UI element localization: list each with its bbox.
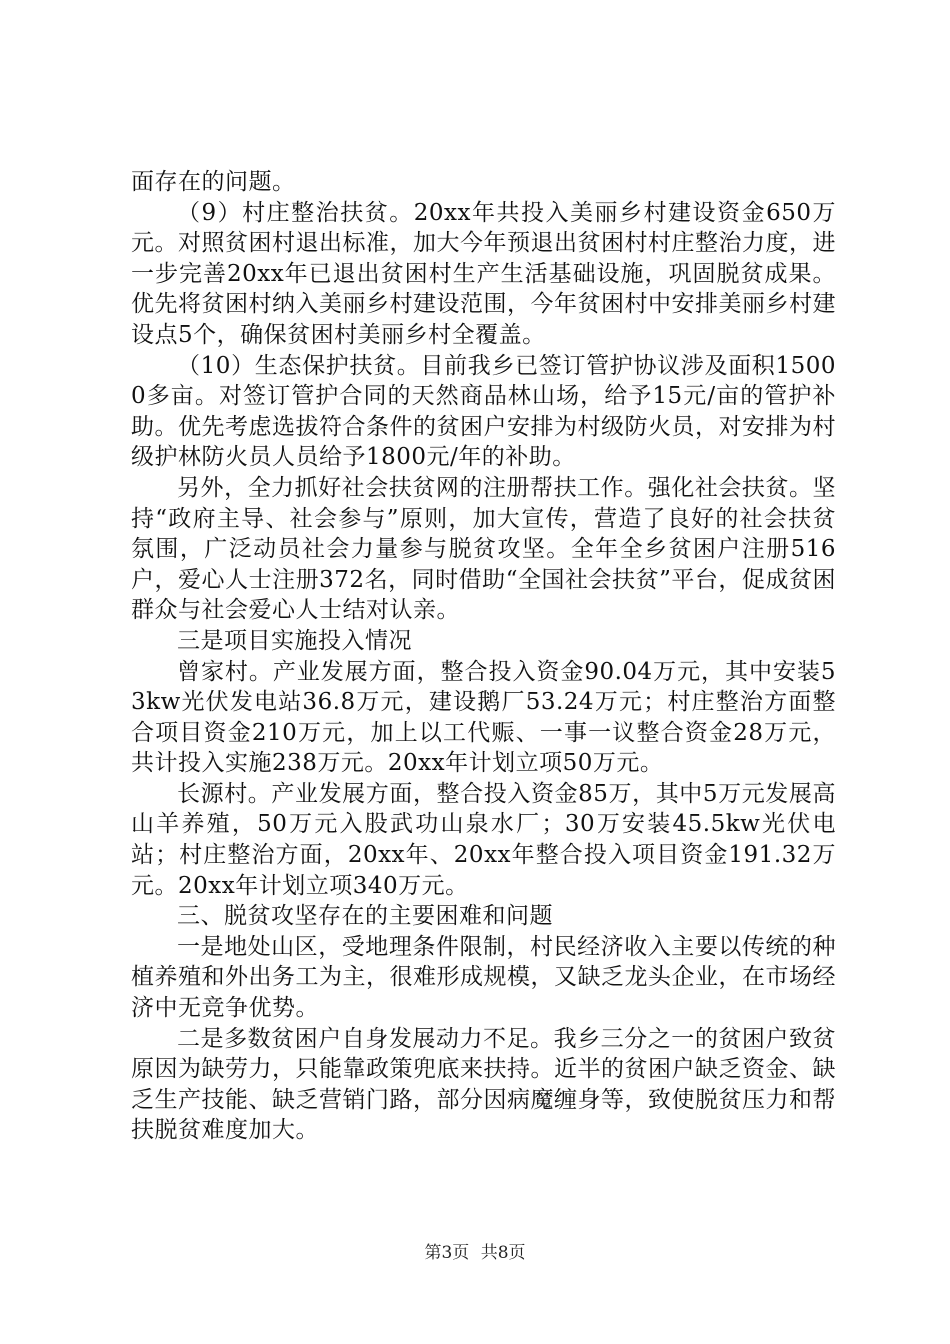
page-number: 第3页 (424, 1243, 470, 1263)
section-heading: 三是项目实施投入情况 (177, 627, 412, 654)
paragraph: 二是多数贫困户自身发展动力不足。我乡三分之一的贫困户致贫原因为缺劳力，只能靠政策兜底来扶持。近半的贫困户缺乏资金、缺乏生产技能、缺乏营销门路，部分因病魔缠身等，致使脱贫压力和帮扶脱贫难度加大。 (131, 1025, 836, 1144)
paragraph: 长源村。产业发展方面，整合投入资金85万，其中5万元发展高山羊养殖，50万元入股武功山泉水厂；30万安装45.5kw光伏电站；村庄整治方面，20xx年、20xx年整合投入项目资金191.32万元。20xx年计划立项340万元。 (131, 780, 836, 899)
paragraph: （9）村庄整治扶贫。20xx年共投入美丽乡村建设资金650万元。对照贫困村退出标准，加大今年预退出贫困村村庄整治力度，进一步完善20xx年已退出贫困村生产生活基础设施，巩固脱贫成果。优先将贫困村纳入美丽乡村建设范围，今年贫困村中安排美丽乡村建设点5个，确保贫困村美丽乡村全覆盖。 (131, 199, 836, 348)
paragraph: 曾家村。产业发展方面，整合投入资金90.04万元，其中安装53kw光伏发电站36.8万元，建设鹅厂53.24万元；村庄整治方面整合项目资金210万元，加上以工代赈、一事一议整合资金28万元，共计投入实施238万元。20xx年计划立项50万元。 (131, 658, 836, 777)
page-total: 共8页 (480, 1243, 526, 1263)
page-footer (0, 1243, 950, 1263)
paragraph: 另外，全力抓好社会扶贫网的注册帮扶工作。强化社会扶贫。坚持“政府主导、社会参与”原则，加大宣传，营造了良好的社会扶贫氛围，广泛动员社会力量参与脱贫攻坚。全年全乡贫困户注册516户，爱心人士注册372名，同时借助“全国社会扶贫”平台，促成贫困群众与社会爱心人士结对认亲。 (131, 474, 836, 624)
section-heading: 三、脱贫攻坚存在的主要困难和问题 (177, 903, 553, 930)
paragraph: 面存在的问题。 (131, 169, 296, 195)
paragraph: （10）生态保护扶贫。目前我乡已签订管护协议涉及面积15000多亩。对签订管护合同的天然商品林山场，给予15元/亩的管护补助。优先考虑选拔符合条件的贫困户安排为村级防火员，对安排为村级护林防火员人员给予1800元/年的补助。 (131, 352, 836, 471)
paragraph: 一是地处山区，受地理条件限制，村民经济收入主要以传统的种植养殖和外出务工为主，很难形成规模，又缺乏龙头企业，在市场经济中无竞争优势。 (131, 933, 836, 1022)
document-body (131, 167, 836, 1146)
